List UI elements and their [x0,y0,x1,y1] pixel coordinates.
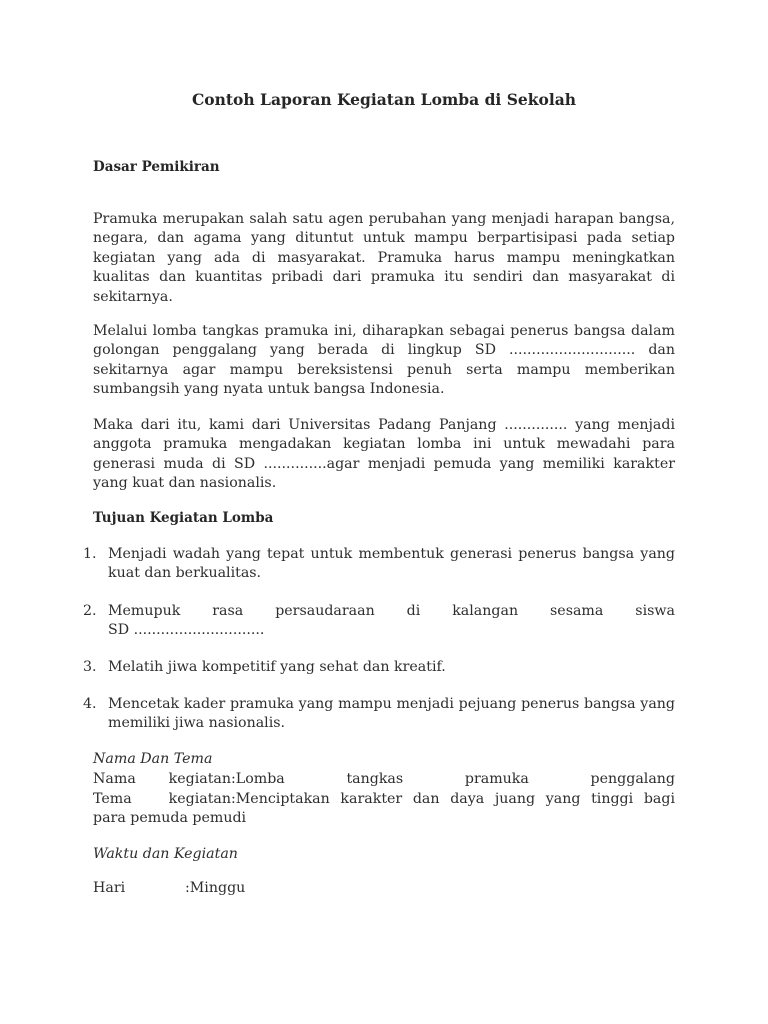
section-heading-waktu: Waktu dan Kegiatan [93,846,238,862]
list-item [83,602,675,641]
paragraph-2: Melalui lomba tangkas pramuka ini, diharapkan sebagai penerus bangsa dalam golongan penggalang yang berada di lingkup SD ............................ dan sekitarnya agar mampu bereksistensi penuh serta mampu memberikan sumbangsih yang nyata untuk bangsa Indonesia. [93,323,675,398]
field-hari [93,879,675,898]
list-text-line1: Memupuk rasa persaudaraan di kalangan sesama siswa [108,603,675,619]
section-heading-tujuan: Tujuan Kegiatan Lomba [93,510,274,526]
list-item [83,545,675,584]
list-text-line2: SD ............................. [108,622,265,639]
list-item [83,658,675,677]
list-number: 3. [83,659,97,675]
paragraph-3: Maka dari itu, kami dari Universitas Padang Panjang .............. yang menjadi anggota pramuka mengadakan kegiatan lomba ini untuk mewadahi para generasi muda di SD ..............agar menjadi pemuda yang memiliki karakter yang kuat dan nasionalis. [93,417,675,492]
field-label: Nama kegiatan [93,771,231,787]
list-text: Mencetak kader pramuka yang mampu menjadi pejuang penerus bangsa yang memiliki jiwa nasionalis. [108,696,675,732]
field-label: Tema kegiatan [93,791,231,807]
list-number: 4. [83,696,97,712]
field-value: :Menciptakan karakter dan daya juang yang tinggi bagi [231,791,675,807]
list-text: Melatih jiwa kompetitif yang sehat dan kreatif. [108,659,446,675]
list-number: 2. [83,603,97,619]
field-value: :Minggu [185,880,246,896]
section-heading-dasar-pemikiran: Dasar Pemikiran [93,159,220,175]
page-title: Contoh Laporan Kegiatan Lomba di Sekolah [191,90,577,109]
paragraph-1: Pramuka merupakan salah satu agen perubahan yang menjadi harapan bangsa, negara, dan agama yang dituntut untuk mampu berpartisipasi pada setiap kegiatan yang ada di masyarakat. Pramuka harus mampu meningkatkan kualitas dan kuantitas pribadi dari pramuka itu sendiri dan masyarakat di sekitarnya. [93,211,675,305]
field-nama-kegiatan [93,770,675,789]
field-value: :Lomba tangkas pramuka penggalang [231,771,675,787]
field-tema-kegiatan [93,790,675,809]
list-number: 1. [83,546,97,562]
list-text: Menjadi wadah yang tepat untuk membentuk generasi penerus bangsa yang kuat dan berkualitas. [108,546,675,582]
field-label: Hari [93,880,126,896]
list-item [83,695,675,734]
section-heading-nama-tema: Nama Dan Tema [93,751,213,767]
field-value-continuation: para pemuda pemudi [93,810,247,826]
